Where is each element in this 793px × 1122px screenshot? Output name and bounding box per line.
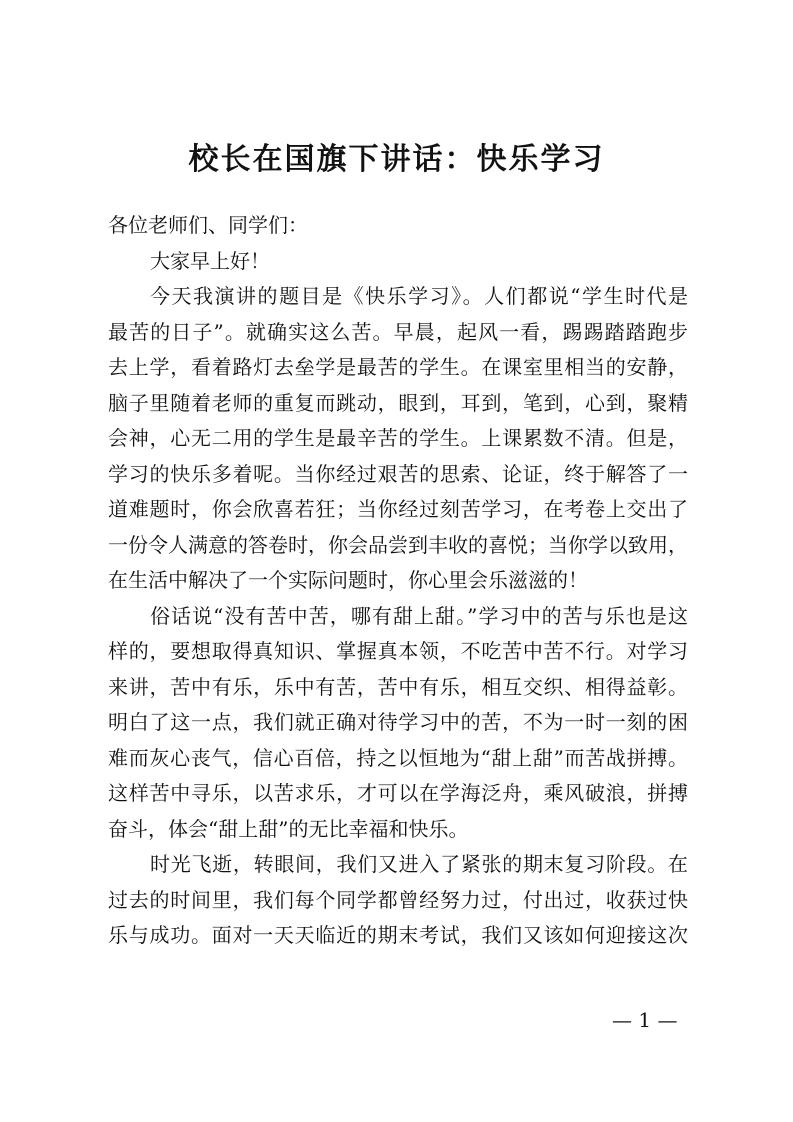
paragraph-2-line-5: 难而灰心丧气，信心百倍，持之以恒地为“甜上甜”而苦战拼搏。 bbox=[108, 745, 688, 770]
paragraph-1-line-9: 在生活中解决了一个实际问题时，你心里会乐滋滋的！ bbox=[108, 568, 588, 592]
paragraph-2-line-4: 明白了这一点，我们就正确对待学习中的苦，不为一时一刻的困 bbox=[108, 710, 688, 734]
paragraph-2-line-6: 这样苦中寻乐，以苦求乐，才可以在学海泛舟，乘风破浪，拼搏 bbox=[108, 781, 688, 805]
paragraph-1-line-4: 脑子里随着老师的重复而跳动，眼到，耳到，笔到，心到，聚精 bbox=[108, 390, 688, 415]
page-number: — 1 — bbox=[612, 1008, 678, 1032]
paragraph-1-line-1: 今天我演讲的题目是《快乐学习》。人们都说“学生时代是 bbox=[150, 284, 688, 308]
paragraph-1-line-2: 最苦的日子”。就确实这么苦。早晨，起风一看，踢踢踏踏跑步 bbox=[108, 319, 688, 344]
paragraph-1-line-5: 会神，心无二用的学生是最辛苦的学生。上课累数不清。但是， bbox=[108, 426, 688, 450]
paragraph-3-line-2: 过去的时间里，我们每个同学都曾经努力过，付出过，收获过快 bbox=[108, 887, 688, 912]
paragraph-1-line-8: 一份令人满意的答卷时，你会品尝到丰收的喜悦；当你学以致用， bbox=[108, 532, 688, 557]
paragraph-2-line-7: 奋斗，体会“甜上甜”的无比幸福和快乐。 bbox=[108, 816, 469, 841]
paragraph-1-line-3: 去上学，看着路灯去垒学是最苦的学生。在课室里相当的安静， bbox=[108, 355, 688, 379]
paragraph-1-line-7: 道难题时，你会欣喜若狂；当你经过刻苦学习，在考卷上交出了 bbox=[108, 497, 688, 521]
paragraph-2-line-3: 来讲，苦中有乐，乐中有苦，苦中有乐，相互交织、相得益彰。 bbox=[108, 674, 688, 699]
speech-body bbox=[108, 208, 688, 954]
paragraph-2-line-2: 样的，要想取得真知识、掌握真本领，不吃苦中苦不行。对学习 bbox=[108, 639, 688, 663]
greeting-line: 大家早上好！ bbox=[150, 248, 270, 273]
document-title: 校长在国旗下讲话：快乐学习 bbox=[188, 142, 605, 177]
salutation-line: 各位老师们、同学们： bbox=[108, 213, 308, 237]
paragraph-3-line-1: 时光飞逝，转眼间，我们又进入了紧张的期末复习阶段。在 bbox=[150, 852, 688, 876]
paragraph-1-line-6: 学习的快乐多着呢。当你经过艰苦的思索、论证，终于解答了一 bbox=[108, 461, 688, 486]
paragraph-2-line-1: 俗话说“没有苦中苦，哪有甜上甜。”学习中的苦与乐也是这 bbox=[150, 603, 688, 628]
paragraph-3-line-3: 乐与成功。面对一天天临近的期末考试，我们又该如何迎接这次 bbox=[108, 923, 688, 947]
